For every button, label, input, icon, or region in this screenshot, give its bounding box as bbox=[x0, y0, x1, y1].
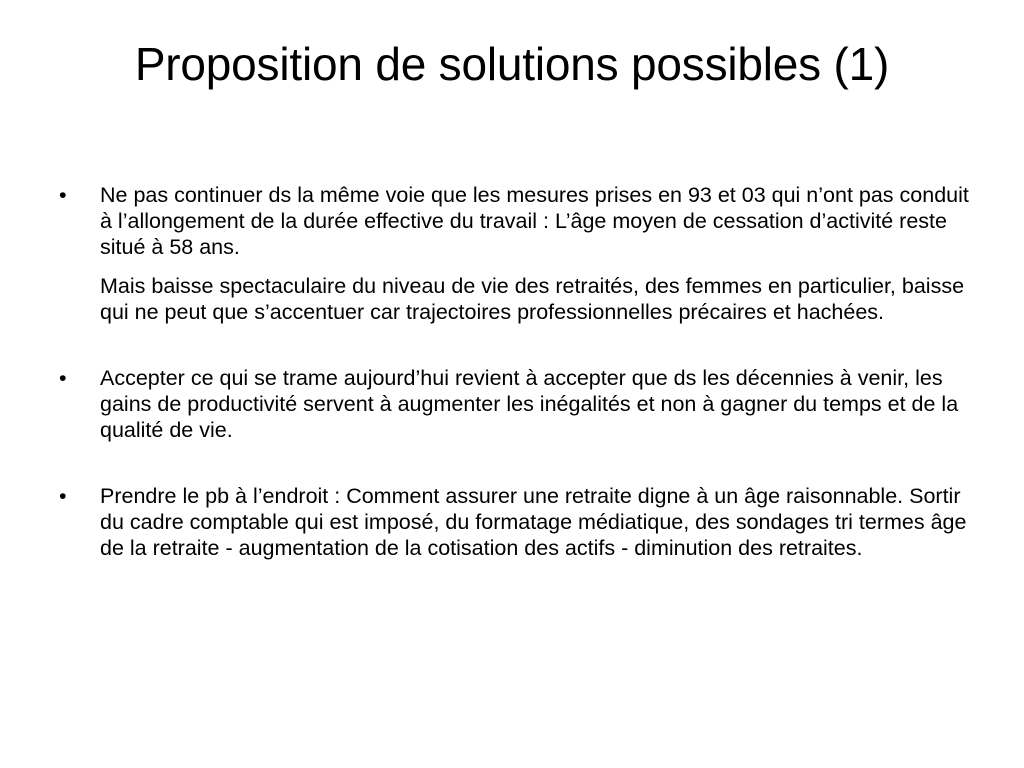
slide-title: Proposition de solutions possibles (1) bbox=[134, 38, 890, 90]
slide-body bbox=[55, 182, 970, 561]
bullet-text: Accepter ce qui se trame aujourd’hui revient à accepter que ds les décennies à venir, les gains de productivité servent à augmenter les inégalités et non à gagner du temps et de la qualité de vie. bbox=[100, 366, 959, 442]
bullet-item bbox=[55, 483, 970, 561]
bullet-text: Ne pas continuer ds la même voie que les mesures prises en 93 et 03 qui n’ont pas conduit à l’allongement de la durée effective du travail : L’âge moyen de cessation d’activité reste situé à 58 ans. bbox=[100, 183, 969, 259]
bullet-text: Prendre le pb à l’endroit : Comment assurer une retraite digne à un âge raisonnable. Sortir du cadre comptable qui est imposé, du formatage médiatique, des sondages tri termes âge de la retraite - augmentation de la cotisation des actifs - diminution des retraites. bbox=[100, 484, 967, 560]
bullet-dot-icon: • bbox=[59, 484, 67, 508]
bullet-item bbox=[55, 365, 970, 443]
bullet-dot-icon: • bbox=[59, 183, 67, 207]
bullet-item bbox=[55, 182, 970, 325]
bullet-dot-icon: • bbox=[59, 366, 67, 390]
bullet-continuation-text: Mais baisse spectaculaire du niveau de vie des retraités, des femmes en particulier, baisse qui ne peut que s’accentuer car trajectoires professionnelles précaires et hachées. bbox=[100, 274, 965, 324]
